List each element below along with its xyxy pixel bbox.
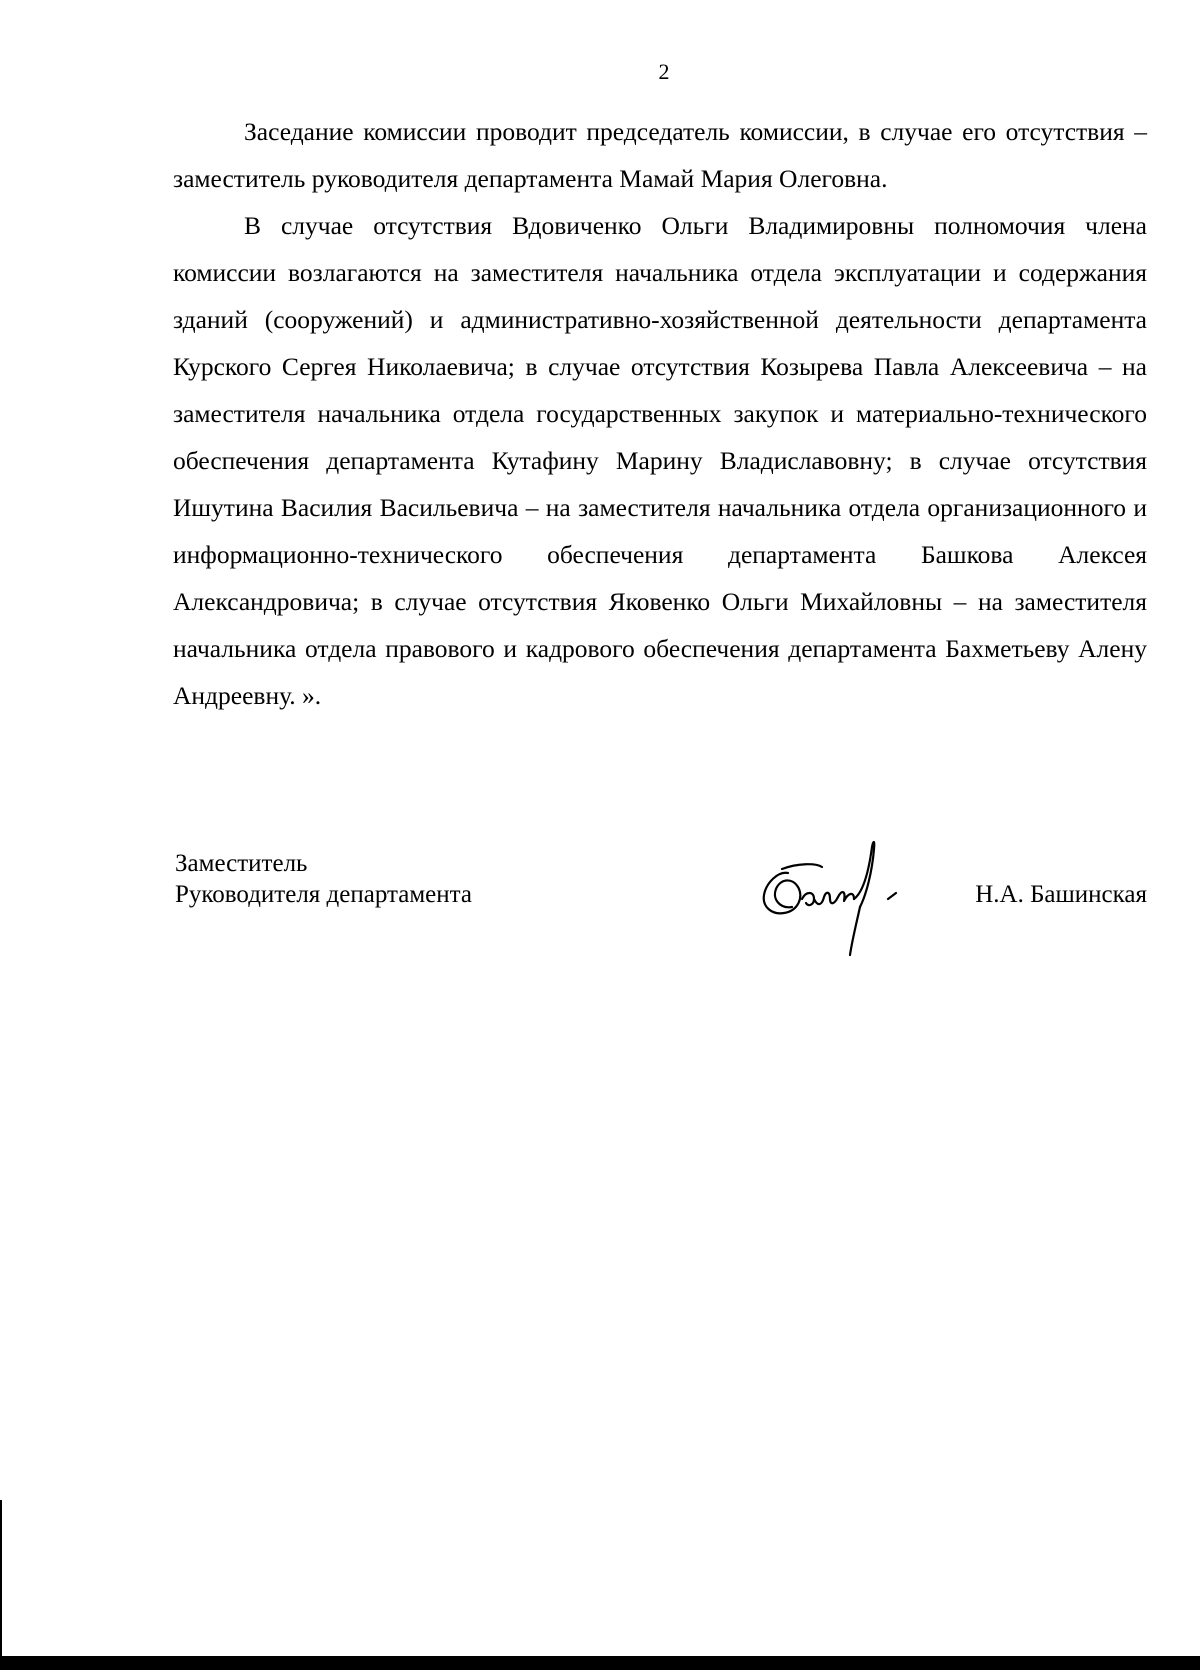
signatory-name: Н.А. Башинская [975, 881, 1147, 908]
paragraph-substitutions: В случае отсутствия Вдовиченко Ольги Владимировны полномочия члена комиссии возлагаются на заместителя начальника отдела эксплуатации и содержания зданий (сооружений) и административно-хозяйственной деятельности департамента Курского Сергея Николаевича; в случае отсутствия Козырева Павла Алексеевича – на заместителя начальника отдела государственных закупок и материально-технического обеспечения департамента Кутафину Марину Владиславовну; в случае отсутствия Ишутина Василия Васильевича – на заместителя начальника отдела организационного и информационно-технического обеспечения департамента Башкова Алексея Александровича; в случае отсутствия Яковенко Ольги Михайловны – на заместителя начальника отдела правового и кадрового обеспечения департамента Бахметьеву Алену Андреевну. ». [173, 211, 1147, 710]
signatory-position-line-1: Заместитель [175, 850, 308, 877]
page-number: 2 [658, 59, 670, 84]
signature-block [175, 848, 1147, 948]
scan-edge-left [0, 1500, 2, 1670]
signatory-position [175, 848, 472, 910]
document-body [173, 108, 1147, 719]
paragraph-meeting-chair: Заседание комиссии проводит председатель комиссии, в случае его отсутствия – заместитель руководителя департамента Мамай Мария Олеговна. [173, 117, 1147, 193]
handwritten-signature [758, 833, 908, 963]
scan-edge-bottom [0, 1656, 1200, 1670]
signatory-position-line-2: Руководителя департамента [175, 881, 472, 908]
